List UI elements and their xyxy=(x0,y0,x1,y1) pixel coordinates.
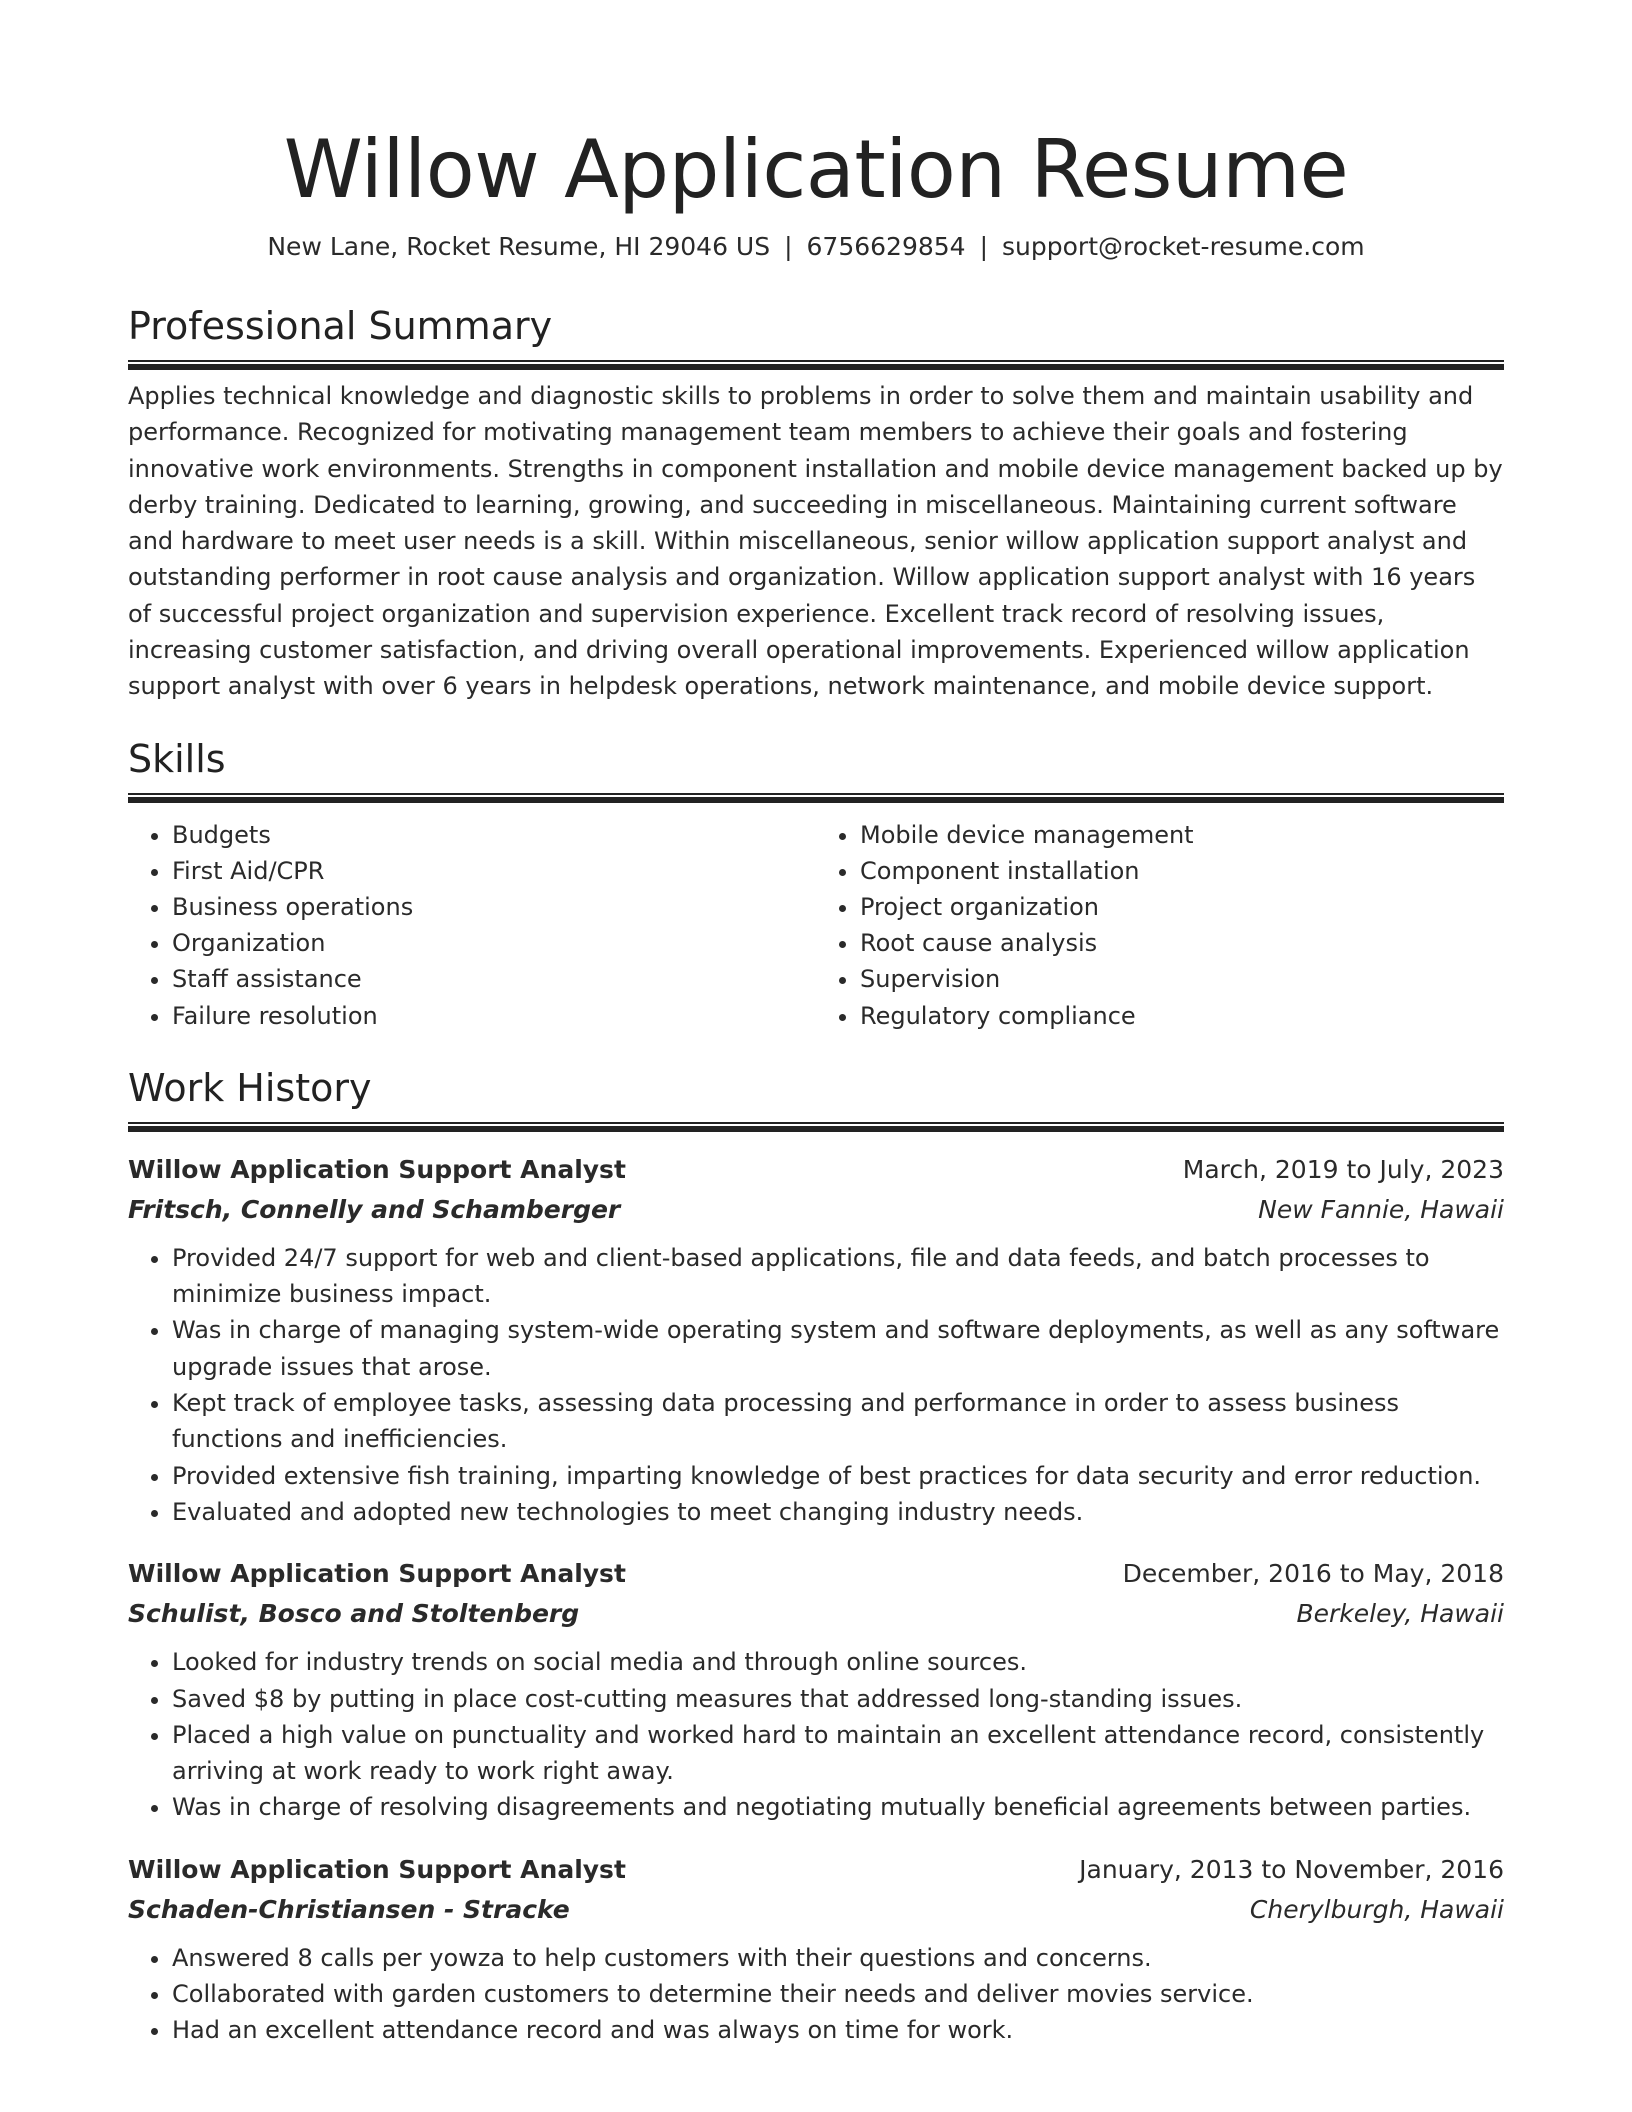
job-entry xyxy=(128,1554,1504,1825)
job-header-row xyxy=(128,1554,1504,1594)
job-dates: December, 2016 to May, 2018 xyxy=(1122,1559,1504,1589)
job-company: Schaden-Christiansen - Stracke xyxy=(128,1894,570,1924)
skill-item: • Project organization xyxy=(860,889,1504,925)
work-history-section xyxy=(128,1064,1504,2049)
skill-item: • Component installation xyxy=(860,853,1504,889)
skill-item: • Mobile device management xyxy=(860,817,1504,853)
job-bullet: • Collaborated with garden customers to determine their needs and deliver movies service. xyxy=(172,1976,1504,2012)
professional-summary-section xyxy=(128,302,1504,705)
job-title: Willow Application Support Analyst xyxy=(128,1854,626,1884)
skills-list-left xyxy=(128,817,816,1034)
job-entry xyxy=(128,1150,1504,1530)
job-bullets xyxy=(128,1940,1504,2049)
section-divider xyxy=(128,360,1504,370)
job-bullet: • Looked for industry trends on social media and through online sources. xyxy=(172,1644,1504,1680)
section-title-work: Work History xyxy=(128,1065,372,1110)
job-location: Cherylburgh, Hawaii xyxy=(1249,1894,1504,1924)
contact-address: New Lane, Rocket Resume, HI 29046 US xyxy=(267,232,771,261)
skill-item: • First Aid/CPR xyxy=(172,853,816,889)
section-divider xyxy=(128,1122,1504,1132)
job-bullet: • Answered 8 calls per yowza to help customers with their questions and concerns. xyxy=(172,1940,1504,1976)
skill-item: • Staff assistance xyxy=(172,961,816,997)
contact-phone: 6756629854 xyxy=(806,232,966,261)
skill-item: • Business operations xyxy=(172,889,816,925)
contact-email: support@rocket-resume.com xyxy=(1002,232,1365,261)
job-bullet: • Was in charge of resolving disagreements and negotiating mutually beneficial agreements between parties. xyxy=(172,1789,1504,1825)
skills-columns xyxy=(128,817,1504,1034)
skills-section xyxy=(128,735,1504,1034)
job-dates: March, 2019 to July, 2023 xyxy=(1182,1154,1504,1184)
job-header-row xyxy=(128,1150,1504,1190)
skill-item: • Supervision xyxy=(860,961,1504,997)
contact-line xyxy=(128,230,1504,264)
summary-text: Applies technical knowledge and diagnostic skills to problems in order to solve them and maintain usability and performance. Recognized for motivating management team members to achieve their goals and fostering innovative work environments. Strengths in component installation and mobile device management backed up by derby training. Dedicated to learning, growing, and succeeding in miscellaneous. Maintaining current software and hardware to meet user needs is a skill. Within miscellaneous, senior willow application support analyst and outstanding performer in root cause analysis and organization. Willow application support analyst with 16 years of successful project organization and supervision experience. Excellent track record of resolving issues, increasing customer satisfaction, and driving overall operational improvements. Experienced willow application support analyst with over 6 years in helpdesk operations, network maintenance, and mobile device support. xyxy=(128,382,1503,701)
job-title: Willow Application Support Analyst xyxy=(128,1559,626,1589)
skill-item: • Organization xyxy=(172,925,816,961)
skill-item: • Budgets xyxy=(172,817,816,853)
job-company: Schulist, Bosco and Stoltenberg xyxy=(128,1599,580,1629)
contact-separator: | xyxy=(784,232,793,261)
job-bullet: • Had an excellent attendance record and was always on time for work. xyxy=(172,2012,1504,2048)
skills-list-right xyxy=(816,817,1504,1034)
job-bullet: • Provided extensive fish training, imparting knowledge of best practices for data security and error reduction. xyxy=(172,1458,1504,1494)
contact-separator: | xyxy=(979,232,989,261)
skill-item: • Regulatory compliance xyxy=(860,998,1504,1034)
job-bullets xyxy=(128,1644,1504,1825)
job-dates: January, 2013 to November, 2016 xyxy=(1079,1854,1504,1884)
job-bullet: • Provided 24/7 support for web and client-based applications, file and data feeds, and batch processes to minimize business impact. xyxy=(172,1240,1504,1313)
job-header-row xyxy=(128,1850,1504,1890)
job-company-row xyxy=(128,1890,1504,1930)
job-bullets xyxy=(128,1240,1504,1530)
resume-name: Willow Application Resume xyxy=(283,123,1349,216)
job-bullet: • Evaluated and adopted new technologies to meet changing industry needs. xyxy=(172,1494,1504,1530)
job-bullet: • Kept track of employee tasks, assessing data processing and performance in order to assess business functions and inefficiencies. xyxy=(172,1385,1504,1458)
job-company-row xyxy=(128,1190,1504,1230)
job-company-row xyxy=(128,1594,1504,1634)
section-title-skills: Skills xyxy=(128,736,226,781)
job-entry xyxy=(128,1850,1504,2049)
job-title: Willow Application Support Analyst xyxy=(128,1154,626,1184)
job-bullet: • Saved $8 by putting in place cost-cutting measures that addressed long-standing issues. xyxy=(172,1681,1504,1717)
job-location: New Fannie, Hawaii xyxy=(1258,1194,1504,1224)
job-bullet: • Placed a high value on punctuality and worked hard to maintain an excellent attendance record, consistently arriving at work ready to work right away. xyxy=(172,1717,1504,1790)
job-company: Fritsch, Connelly and Schamberger xyxy=(128,1194,621,1224)
skill-item: • Root cause analysis xyxy=(860,925,1504,961)
skill-item: • Failure resolution xyxy=(172,998,816,1034)
job-location: Berkeley, Hawaii xyxy=(1296,1599,1504,1629)
section-title-summary: Professional Summary xyxy=(128,304,553,348)
job-bullet: • Was in charge of managing system-wide operating system and software deployments, as well as any software upgrade issues that arose. xyxy=(172,1312,1504,1385)
section-divider xyxy=(128,793,1504,803)
